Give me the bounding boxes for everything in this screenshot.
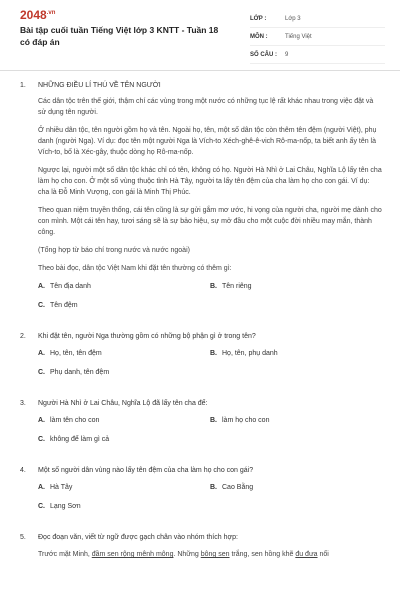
options-3 <box>38 415 382 453</box>
option-b[interactable]: B. Tên riêng <box>210 283 252 290</box>
question-2: 2. Khi đặt tên, người Nga thường gồm có những bộ phận gì ở trong tên? A. Họ, tên, tên đệm B. Họ, tên, phụ danh C. Phụ danh, tên đệm <box>20 331 382 386</box>
option-a[interactable]: A. Họ, tên, tên đệm <box>38 350 102 357</box>
option-c[interactable]: C. Phụ danh, tên đệm <box>38 369 110 376</box>
option-b[interactable]: B. làm họ cho con <box>210 417 270 424</box>
q5-passage: Trước mặt Minh, đầm sen rộng mênh mông. Những bông sen trắng, sen hồng khẽ đu đưa nổi <box>38 551 329 558</box>
meta-table <box>250 10 385 64</box>
reading-passage: Các dân tộc trên thế giới, thậm chí các vùng trong một nước có những tục lệ rất khác nhau trong việc đặt và sử dụng tên người. Ở nhiều dân tộc, tên người gồm họ và tên. Ngoài họ, tên, một số dân tộc còn thêm tên đệm (người Việt), phụ danh (người Nga). Ví dụ: đọc tên một người Nga là Vích-to Xéch-ghê-ê-vich Rô-ma-nốp, ta biết anh ấy tên là Vích-to, bố là Xéc-gây, thuộc dòng họ Rô-ma-nốp. Ngược lại, người một số dân tộc khác chỉ có tên, không có họ. Người Hà Nhì ở Lai Châu, Nghĩa Lộ lấy tên cha làm họ cho con. Ở một số vùng thuộc tỉnh Hà Tây, người ta lấy tên đệm của cha làm họ cho con gái. Ví dụ: cha là Đỗ Minh Vượng, con gái là Minh Thị Phúc. Theo quan niệm truyền thống, cái tên cũng là sự gửi gắm mơ ước, hi vọng của người cha, người mẹ dành cho con mình. Một cái tên hay, tươi sáng sẽ là sự bảo hiệu, sự mở đầu cho một cuộc đời nhiều may mắn, thành công. (Tổng hợp từ báo chí trong nước và nước ngoài) Theo bài đọc, dân tộc Việt Nam khi đặt tên thường có thêm gì: <box>38 98 382 272</box>
option-a[interactable]: A. Tên địa danh <box>38 283 91 290</box>
question-4: 4. Một số người dân vùng nào lấy tên đệm của cha làm họ cho con gái? A. Hà Tây B. Cao Bằng C. Lạng Sơn <box>20 465 382 520</box>
option-b[interactable]: B. Cao Bằng <box>210 484 254 491</box>
page-header <box>0 0 400 71</box>
options-2 <box>38 348 382 386</box>
site-logo[interactable]: $2048^{.vn}$ <box>20 8 56 22</box>
option-c[interactable]: C. Lạng Sơn <box>38 503 81 510</box>
meta-row-count: SỐ CÂU : 9 <box>250 46 385 64</box>
question-1: 1. NHỮNG ĐIỀU LÍ THÚ VỀ TÊN NGƯỜI Các dân tộc trên thế giới, thậm chí các vùng trong một nước có những tục lệ rất khác nhau trong việc đặt và sử dụng tên người. Ở nhiều dân tộc, tên người gồm họ và tên. Ngoài họ, tên, một số dân tộc còn thêm tên đệm (người Việt), phụ danh (người Nga). Ví dụ: đọc tên một người Nga là Vích-to Xéch-ghê-ê-vich Rô-ma-nốp, ta biết anh ấy tên là Vích-to, bố là Xéc-gây, thuộc dòng họ Rô-ma-nốp. Ngược lại, người một số dân tộc khác chỉ có tên, không có họ. Người Hà Nhì ở Lai Châu, Nghĩa Lộ lấy tên cha làm họ cho con. Ở một số vùng thuộc tỉnh Hà Tây, người ta lấy tên đệm của cha làm họ cho con gái. Ví dụ: cha là Đỗ Minh Vượng, con gái là Minh Thị Phúc. Theo quan niệm truyền thống, cái tên cũng là sự gửi gắm mơ ước, hi vọng của người cha, người mẹ dành cho con mình. Một cái tên hay, tươi sáng sẽ là sự bảo hiệu, sự mở đầu cho một cuộc đời nhiều may mắn, thành công. (Tổng hợp từ báo chí trong nước và nước ngoài) Theo bài đọc, dân tộc Việt Nam khi đặt tên thường có thêm gì: A. Tên địa danh B. Tên riêng C. Tên đệm <box>20 80 382 319</box>
option-c[interactable]: C. Tên đệm <box>38 302 78 309</box>
option-b[interactable]: B. Họ, tên, phụ danh <box>210 350 278 357</box>
document-title: Bài tập cuối tuần Tiếng Việt lớp 3 KNTT - Tuần 18 có đáp án <box>20 25 219 47</box>
options-4 <box>38 482 382 520</box>
option-c[interactable]: C. không để làm gì cả <box>38 436 110 443</box>
question-3: 3. Người Hà Nhì ở Lai Châu, Nghĩa Lộ đã lấy tên cha để: A. làm tên cho con B. làm họ cho con C. không để làm gì cả <box>20 398 382 453</box>
underlined-phrase: bông sen <box>200 551 230 558</box>
option-a[interactable]: A. Hà Tây <box>38 484 73 491</box>
options-1 <box>38 281 382 319</box>
underlined-phrase: đầm sen rộng mênh mông <box>91 551 174 558</box>
underlined-phrase: đu đưa <box>295 551 318 558</box>
meta-row-subject: MÔN : Tiếng Việt <box>250 28 385 46</box>
question-1-prompt: Theo bài đọc, dân tộc Việt Nam khi đặt tên thường có thêm gì: <box>38 265 232 272</box>
question-5: 5. Đọc đoạn văn, viết từ ngữ được gạch chân vào nhóm thích hợp: Trước mặt Minh, đầm sen rộng mênh mông. Những bông sen trắng, sen hồng khẽ đu đưa nổi <box>20 532 382 560</box>
passage-heading: NHỮNG ĐIỀU LÍ THÚ VỀ TÊN NGƯỜI <box>38 82 161 89</box>
questions <box>20 80 382 572</box>
meta-row-class: LỚP : Lớp 3 <box>250 10 385 28</box>
option-a[interactable]: A. làm tên cho con <box>38 417 100 424</box>
